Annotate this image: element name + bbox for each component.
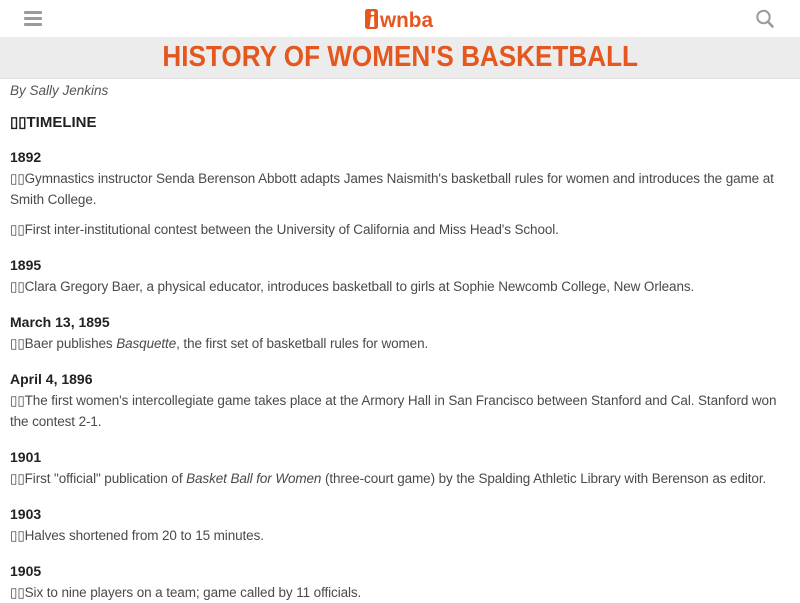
hamburger-bar (24, 17, 42, 20)
section-heading-timeline: ▯▯TIMELINE (10, 114, 97, 131)
search-icon[interactable] (754, 8, 776, 30)
timeline-date: 1903 (10, 506, 42, 522)
timeline-paragraph (10, 525, 790, 546)
byline: By Sally Jenkins (10, 83, 109, 98)
timeline-date: March 13, 1895 (10, 314, 110, 330)
timeline-date: 1895 (10, 257, 42, 273)
wnba-logo[interactable] (365, 7, 435, 31)
timeline-text: ▯▯Baer publishes (10, 336, 117, 351)
top-nav (0, 0, 800, 37)
timeline-date: 1905 (10, 563, 42, 579)
hamburger-menu-icon[interactable] (24, 11, 42, 26)
timeline-text: (three-court game) by the Spalding Athletic Library with Berenson as editor. (321, 471, 767, 486)
timeline-text: ▯▯Gymnastics instructor Senda Berenson Abbott adapts James Naismith's basketball rules for women and introduces the game at Smith College. (10, 171, 774, 207)
wnba-logowoman-icon (365, 7, 435, 31)
timeline-text: ▯▯Clara Gregory Baer, a physical educator, introduces basketball to girls at Sophie Newcomb College, New Orleans. (10, 279, 695, 294)
timeline-text: ▯▯First "official" publication of (10, 471, 187, 486)
hamburger-bar (24, 11, 42, 14)
timeline-text: ▯▯Six to nine players on a team; game called by 11 officials. (10, 585, 362, 600)
timeline-paragraph (10, 333, 790, 354)
timeline-text-italic: Basket Ball for Women (186, 471, 322, 486)
timeline-paragraph (10, 582, 790, 603)
timeline-paragraph (10, 468, 790, 489)
timeline-paragraph (10, 390, 790, 432)
page-title: HISTORY OF WOMEN'S BASKETBALL (162, 41, 638, 73)
article (0, 79, 800, 603)
timeline-paragraph (10, 219, 790, 240)
wnba-wordmark: wnba (379, 8, 434, 31)
timeline-text: ▯▯First inter-institutional contest between the University of California and Miss Head's School. (10, 222, 559, 237)
hamburger-bar (24, 23, 42, 26)
timeline-text: , the first set of basketball rules for women. (176, 336, 429, 351)
timeline-text-italic: Basquette (116, 336, 177, 351)
timeline-date: 1901 (10, 449, 42, 465)
timeline-date: 1892 (10, 149, 42, 165)
timeline-paragraph (10, 168, 790, 210)
page-title-banner (0, 37, 800, 79)
magnifier-glyph (754, 8, 776, 30)
timeline-text: ▯▯Halves shortened from 20 to 15 minutes. (10, 528, 264, 543)
timeline-date: April 4, 1896 (10, 371, 93, 387)
timeline-text: ▯▯The first women's intercollegiate game takes place at the Armory Hall in San Francisco between Stanford and Cal. Stanford won the contest 2-1. (10, 393, 777, 429)
timeline (10, 149, 790, 603)
timeline-paragraph (10, 276, 790, 297)
